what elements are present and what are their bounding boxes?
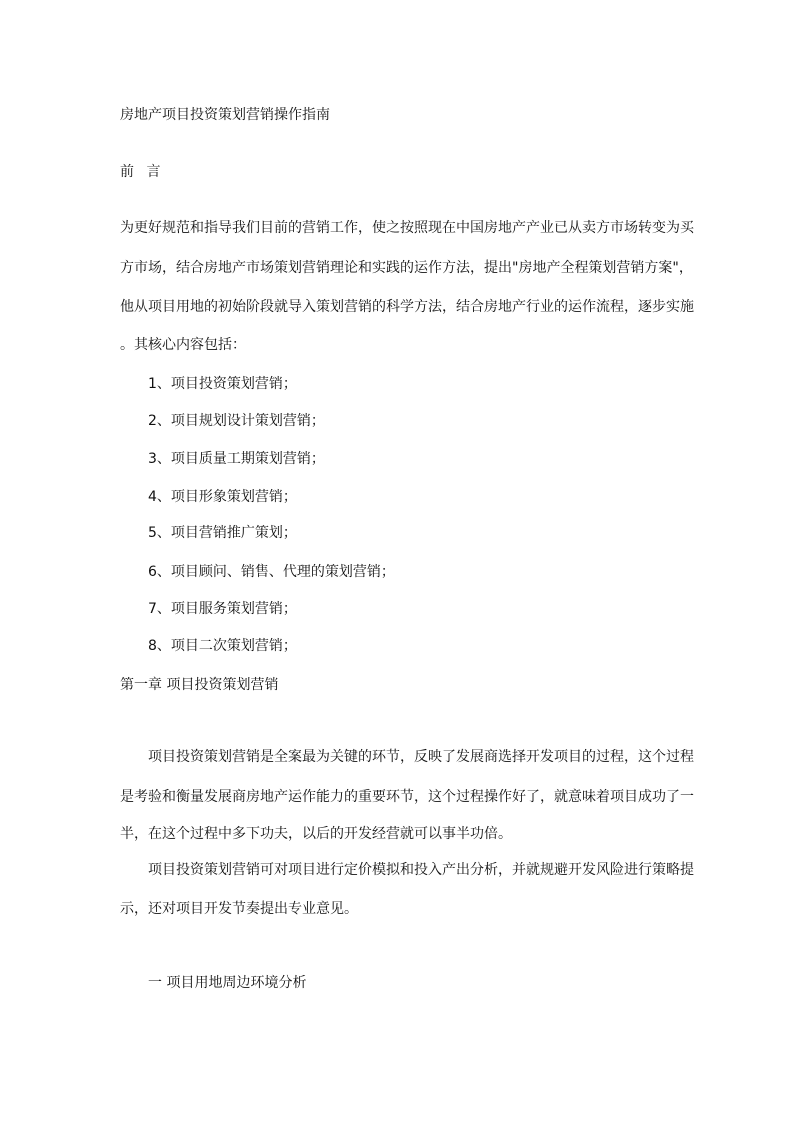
intro-line-2: 方市场，结合房地产市场策划营销理论和实践的运作方法，提出"房地产全程策划营销方案"， <box>120 260 693 276</box>
intro-line-1: 为更好规范和指导我们目前的营销工作，使之按照现在中国房地产产业已从卖方市场转变为买 <box>120 220 694 236</box>
chapter-line-4: 项目投资策划营销可对项目进行定价模拟和投入产出分析，并就规避开发风险进行策略提 <box>148 862 694 878</box>
chapter-line-1: 项目投资策划营销是全案最为关键的环节，反映了发展商选择开发项目的过程，这个过程 <box>148 749 694 765</box>
chapter-line-3: 半，在这个过程中多下功夫，以后的开发经营就可以事半功倍。 <box>120 826 512 842</box>
core-item-4: 4、项目形象策划营销； <box>148 489 297 505</box>
preface-heading: 前 言 <box>120 164 165 180</box>
core-item-6: 6、项目顾问、销售、代理的策划营销； <box>148 564 395 580</box>
section-heading: 一 项目用地周边环境分析 <box>148 975 307 991</box>
intro-line-3: 他从项目用地的初始阶段就导入策划营销的科学方法，结合房地产行业的运作流程，逐步实施 <box>120 299 694 315</box>
chapter-line-5: 示，还对项目开发节奏提出专业意见。 <box>120 901 358 917</box>
chapter-heading: 第一章 项目投资策划营销 <box>120 677 279 693</box>
core-item-8: 8、项目二次策划营销； <box>148 638 297 654</box>
intro-line-4: 。其核心内容包括： <box>120 337 246 353</box>
core-item-7: 7、项目服务策划营销； <box>148 601 297 617</box>
core-item-1: 1、项目投资策划营销； <box>148 376 297 392</box>
core-item-5: 5、项目营销推广策划； <box>148 525 297 541</box>
core-item-3: 3、项目质量工期策划营销； <box>148 451 325 467</box>
chapter-line-2: 是考验和衡量发展商房地产运作能力的重要环节，这个过程操作好了，就意味着项目成功了一 <box>120 789 694 805</box>
core-item-2: 2、项目规划设计策划营销； <box>148 413 325 429</box>
document-title: 房地产项目投资策划营销操作指南 <box>120 107 330 123</box>
